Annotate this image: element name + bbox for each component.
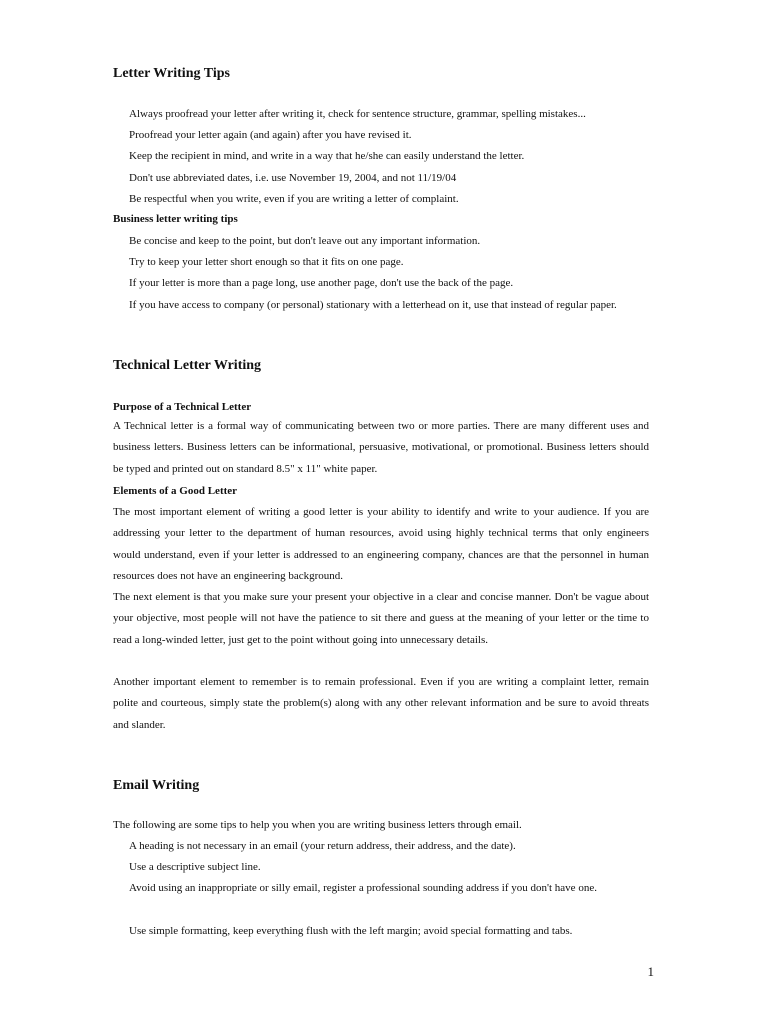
bullet-glyph bbox=[113, 129, 123, 139]
bullet-glyph bbox=[113, 172, 123, 182]
subheading-purpose: Purpose of a Technical Letter bbox=[113, 401, 252, 413]
bullet-glyph bbox=[113, 925, 123, 935]
bullet-glyph bbox=[113, 861, 123, 871]
list-item: Always proofread your letter after writing it, check for sentence structure, grammar, spelling mistakes... bbox=[113, 104, 586, 125]
bullet-glyph bbox=[113, 882, 123, 892]
bullet-glyph bbox=[113, 235, 123, 245]
list-item: Be concise and keep to the point, but don't leave out any important information. bbox=[113, 231, 480, 252]
paragraph-audience: The most important element of writing a good letter is your ability to identify and write to your audience. If you are addressing your letter to the department of human resources, avoid using highly technical terms that only engineers would understand, even if your letter is addressed to an engineering company, chances are that the personnel in human resources does not have an engineering background. bbox=[113, 506, 649, 582]
paragraph-purpose: A Technical letter is a formal way of communicating between two or more parties. There are many different uses and business letters. Business letters can be informational, persuasive, motivational, or promotional. Business letters should be typed and printed out on standard 8.5" x 11" white paper. bbox=[113, 420, 649, 475]
bullet-glyph bbox=[113, 193, 123, 203]
bullet-glyph bbox=[113, 108, 123, 118]
section-title-technical-letter-writing: Technical Letter Writing bbox=[113, 358, 262, 373]
bullet-glyph bbox=[113, 840, 123, 850]
list-item: A heading is not necessary in an email (your return address, their address, and the date). bbox=[113, 836, 516, 857]
list-item: Proofread your letter again (and again) after you have revised it. bbox=[113, 125, 412, 146]
subheading-elements: Elements of a Good Letter bbox=[113, 485, 238, 497]
list-item: If you have access to company (or personal) stationary with a letterhead on it, use that instead of regular paper. bbox=[113, 295, 649, 316]
subheading-business-tips: Business letter writing tips bbox=[113, 213, 238, 225]
paragraph-professional: Another important element to remember is to remain professional. Even if you are writing a complaint letter, remain polite and courteous, simply state the problem(s) along with any other relevant information and be sure to avoid threats and slander. bbox=[113, 676, 649, 731]
list-item: Try to keep your letter short enough so that it fits on one page. bbox=[113, 252, 404, 273]
section-title-letter-writing-tips: Letter Writing Tips bbox=[113, 66, 230, 81]
bullet-glyph bbox=[113, 277, 123, 287]
bullet-glyph bbox=[113, 150, 123, 160]
list-item: Use simple formatting, keep everything flush with the left margin; avoid special formatting and tabs. bbox=[113, 921, 572, 942]
list-item: Don't use abbreviated dates, i.e. use November 19, 2004, and not 11/19/04 bbox=[113, 168, 456, 189]
bullet-glyph bbox=[113, 299, 123, 309]
list-item: Use a descriptive subject line. bbox=[113, 857, 261, 878]
list-item: Avoid using an inappropriate or silly email, register a professional sounding address if you don't have one. bbox=[113, 878, 649, 899]
list-item: Keep the recipient in mind, and write in a way that he/she can easily understand the letter. bbox=[113, 146, 524, 167]
page-number: 1 bbox=[647, 964, 654, 979]
list-item: If your letter is more than a page long, use another page, don't use the back of the page. bbox=[113, 273, 513, 294]
list-item: Be respectful when you write, even if you are writing a letter of complaint. bbox=[113, 189, 459, 210]
bullet-glyph bbox=[113, 256, 123, 266]
paragraph-email-intro: The following are some tips to help you when you are writing business letters through email. bbox=[113, 819, 522, 831]
paragraph-objective: The next element is that you make sure your present your objective in a clear and concise manner. Don't be vague about your objective, most people will not have the patience to sit there and guess at the meaning of your letter or the time to read a long-winded letter, just get to the point without going into unnecessary details. bbox=[113, 591, 649, 646]
section-title-email-writing: Email Writing bbox=[113, 778, 200, 793]
